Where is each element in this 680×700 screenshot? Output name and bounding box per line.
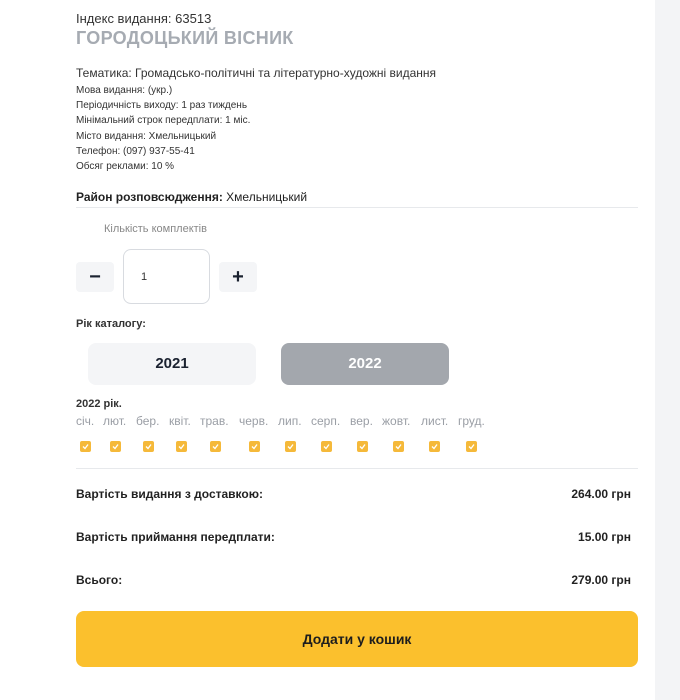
- month-label-feb: лют.: [103, 414, 127, 428]
- check-icon: [287, 443, 294, 450]
- subscription-fee-value: 15.00 грн: [578, 530, 631, 544]
- meta-phone: Телефон: (097) 937-55-41: [76, 145, 195, 157]
- check-icon: [468, 443, 475, 450]
- month-checkbox-oct[interactable]: [393, 441, 404, 452]
- subscription-fee-row: [76, 530, 631, 544]
- check-icon: [359, 443, 366, 450]
- divider: [76, 468, 638, 469]
- month-label-jan: січ.: [76, 414, 95, 428]
- region-value: Хмельницький: [222, 190, 308, 204]
- publication-topic: Тематика: Громадсько-політичні та літературно-художні видання: [76, 66, 437, 80]
- month-label-sep: вер.: [350, 414, 373, 428]
- total-row: [76, 573, 631, 587]
- subscription-fee-label: Вартість приймання передплати:: [76, 530, 275, 544]
- month-checkbox-jan[interactable]: [80, 441, 91, 452]
- month-checkbox-jun[interactable]: [249, 441, 260, 452]
- month-label-jul: лип.: [278, 414, 302, 428]
- quantity-input[interactable]: [123, 249, 210, 304]
- selected-year-label: 2022 рік.: [76, 398, 122, 410]
- check-icon: [112, 443, 119, 450]
- divider: [76, 207, 638, 208]
- distribution-region: [76, 190, 307, 204]
- meta-ads: Обсяг реклами: 10 %: [76, 161, 175, 173]
- page-side-rail: [655, 0, 680, 700]
- publication-title: ГОРОДОЦЬКИЙ ВІСНИК: [76, 28, 294, 48]
- check-icon: [82, 443, 89, 450]
- month-label-nov: лист.: [421, 414, 449, 428]
- meta-frequency: Періодичність виходу: 1 раз тиждень: [76, 100, 248, 112]
- check-icon: [251, 443, 258, 450]
- month-label-aug: серп.: [311, 414, 341, 428]
- month-checkbox-nov[interactable]: [429, 441, 440, 452]
- month-checkbox-aug[interactable]: [321, 441, 332, 452]
- delivery-cost-value: 264.00 грн: [571, 487, 631, 501]
- meta-language: Мова видання: (укр.): [76, 85, 173, 96]
- month-label-jun: черв.: [239, 414, 269, 428]
- month-checkbox-apr[interactable]: [176, 441, 187, 452]
- month-checkbox-may[interactable]: [210, 441, 221, 452]
- meta-min-term: Мінімальний строк передплати: 1 міс.: [76, 115, 251, 127]
- check-icon: [431, 443, 438, 450]
- month-checkbox-feb[interactable]: [110, 441, 121, 452]
- total-label: Всього:: [76, 573, 123, 587]
- check-icon: [145, 443, 152, 450]
- month-label-apr: квіт.: [169, 414, 191, 428]
- catalog-year-label: Рік каталогу:: [76, 318, 146, 330]
- month-checkbox-mar[interactable]: [143, 441, 154, 452]
- publication-meta: [76, 83, 250, 174]
- quantity-increase-button[interactable]: +: [219, 262, 257, 292]
- month-label-dec: груд.: [458, 414, 485, 428]
- month-label-may: трав.: [200, 414, 229, 428]
- year-2022-button[interactable]: 2022: [281, 343, 449, 385]
- year-2021-button[interactable]: 2021: [88, 343, 256, 385]
- publication-index: Індекс видання: 63513: [76, 11, 212, 26]
- check-icon: [395, 443, 402, 450]
- check-icon: [212, 443, 219, 450]
- region-label: Район розповсюдження:: [76, 190, 223, 204]
- delivery-cost-label: Вартість видання з доставкою:: [76, 487, 263, 501]
- month-checkbox-dec[interactable]: [466, 441, 477, 452]
- month-checkbox-sep[interactable]: [357, 441, 368, 452]
- total-value: 279.00 грн: [571, 573, 631, 587]
- check-icon: [323, 443, 330, 450]
- month-label-oct: жовт.: [382, 414, 411, 428]
- delivery-cost-row: [76, 487, 631, 501]
- month-label-mar: бер.: [136, 414, 160, 428]
- quantity-label: Кількість комплектів: [104, 223, 207, 235]
- check-icon: [178, 443, 185, 450]
- month-checkbox-jul[interactable]: [285, 441, 296, 452]
- meta-city: Місто видання: Хмельницький: [76, 130, 217, 142]
- quantity-decrease-button[interactable]: −: [76, 262, 114, 292]
- add-to-cart-button[interactable]: Додати у кошик: [76, 611, 638, 667]
